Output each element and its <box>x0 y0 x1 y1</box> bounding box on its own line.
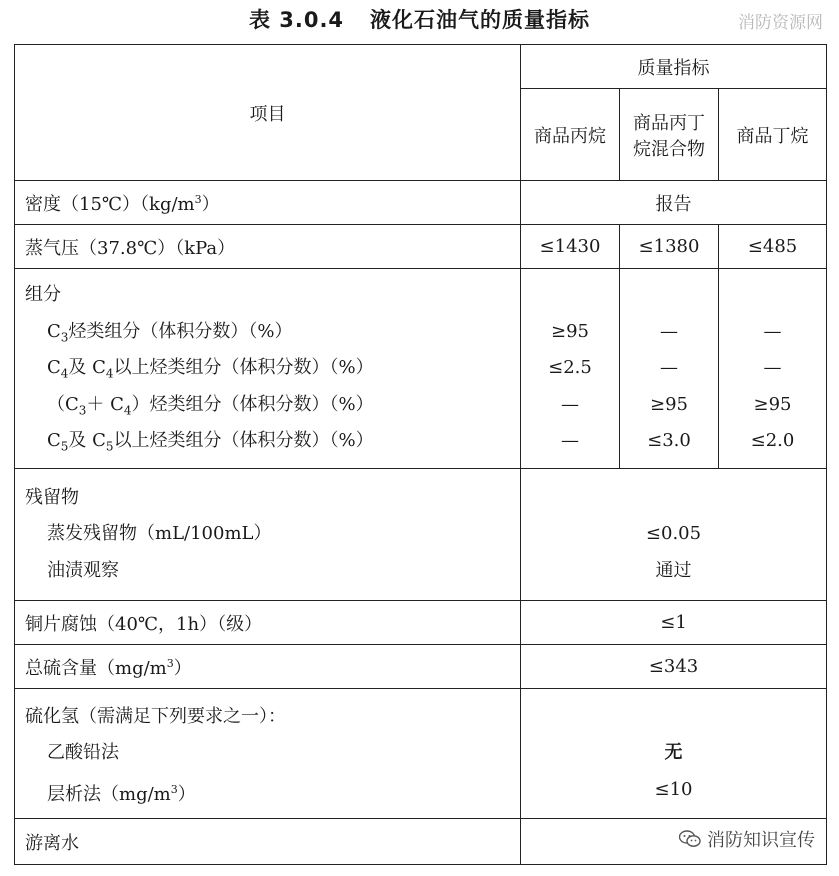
vapor-pressure-butane: ≤485 <box>719 225 827 269</box>
vapor-pressure-label: 蒸气压（37.8℃）（kPa） <box>15 225 521 269</box>
chromatography-value: ≤10 <box>654 778 693 800</box>
header-row-1 <box>15 45 827 89</box>
sulfur-value: ≤343 <box>521 645 827 689</box>
c5-propane: — <box>561 430 579 452</box>
c3c4-label: $(C_3+ C_4)$烃类组分（体积分数）（%） <box>47 393 374 418</box>
row-total-sulfur <box>15 645 827 689</box>
header-quality-index: 质量指标 <box>521 45 827 89</box>
h2s-title: 硫化氢（需满足下列要求之一）： <box>25 705 286 727</box>
copper-value: ≤1 <box>521 601 827 645</box>
c3c4-butane: ≥95 <box>753 393 792 415</box>
evap-residue-label: 蒸发残留物（mL/100mL） <box>47 523 272 545</box>
watermark-top: 消防资源网 <box>738 13 823 33</box>
vapor-pressure-mixture: ≤1380 <box>620 225 719 269</box>
c4-mixture: — <box>660 357 678 379</box>
c5-butane: ≤2.0 <box>750 430 795 452</box>
c3c4-mixture: ≥95 <box>650 393 688 415</box>
c3-label: $C_3$烃类组分（体积分数）（%） <box>47 320 293 345</box>
c3c4-propane: — <box>561 393 579 415</box>
c3-mixture: — <box>660 320 678 342</box>
evap-residue-value: ≤0.05 <box>645 523 702 545</box>
lead-acetate-value: 无 <box>664 742 683 764</box>
h2s-labels <box>15 689 521 819</box>
lead-acetate-label: 乙酸铅法 <box>47 742 119 764</box>
header-mixture-line1: 商品丙丁 <box>633 112 705 134</box>
wechat-icon <box>679 830 701 848</box>
header-mixture <box>620 89 719 181</box>
row-residue <box>15 469 827 601</box>
row-vapor-pressure <box>15 225 827 269</box>
oil-stain-value: 通过 <box>655 559 692 581</box>
c5-mixture: ≤3.0 <box>647 430 691 452</box>
c4-propane: ≤2.5 <box>548 357 592 379</box>
row-h2s <box>15 689 827 819</box>
components-propane <box>521 269 620 469</box>
row-components <box>15 269 827 469</box>
header-item: 项目 <box>15 45 521 181</box>
header-butane: 商品丁烷 <box>719 89 827 181</box>
density-value: 报告 <box>521 181 827 225</box>
density-label: 密度$(15℃)(kg/m^3)$ <box>15 181 521 225</box>
sulfur-label: 总硫含量$(mg/m^3)$ <box>15 645 521 689</box>
watermark-bottom-text: 消防知识宣传 <box>707 830 815 851</box>
components-butane <box>719 269 827 469</box>
c4-label: $C_4$及 $C_4$以上烃类组分（体积分数）（%） <box>47 357 374 381</box>
residue-labels <box>15 469 521 601</box>
table-title-text: 液化石油气的质量指标 <box>370 8 591 32</box>
copper-label: 铜片腐蚀（40℃，1h）（级） <box>15 601 521 645</box>
chromatography-label: 层析法$(mg/m^3)$ <box>47 782 196 805</box>
residue-values <box>521 469 827 601</box>
header-propane: 商品丙烷 <box>521 89 620 181</box>
row-copper-corrosion <box>15 601 827 645</box>
components-mixture <box>620 269 719 469</box>
residue-title: 残留物 <box>25 486 79 508</box>
c5-label: $C_5$及 $C_5$以上烃类组分（体积分数）（%） <box>47 430 374 454</box>
free-water-label: 游离水 <box>15 819 521 865</box>
oil-stain-label: 油渍观察 <box>47 559 119 581</box>
row-density <box>15 181 827 225</box>
table-title <box>0 4 839 38</box>
h2s-values <box>521 689 827 819</box>
c3-propane: ≥95 <box>551 320 589 342</box>
c3-butane: — <box>763 320 782 342</box>
components-labels <box>15 269 521 469</box>
table-number: 表 3.0.4 <box>248 8 345 32</box>
quality-table <box>14 44 827 865</box>
header-mixture-line2: 烷混合物 <box>633 138 705 160</box>
vapor-pressure-propane: ≤1430 <box>521 225 620 269</box>
c4-butane: — <box>763 357 782 379</box>
components-title: 组分 <box>25 284 61 306</box>
watermark-bottom <box>679 826 815 852</box>
